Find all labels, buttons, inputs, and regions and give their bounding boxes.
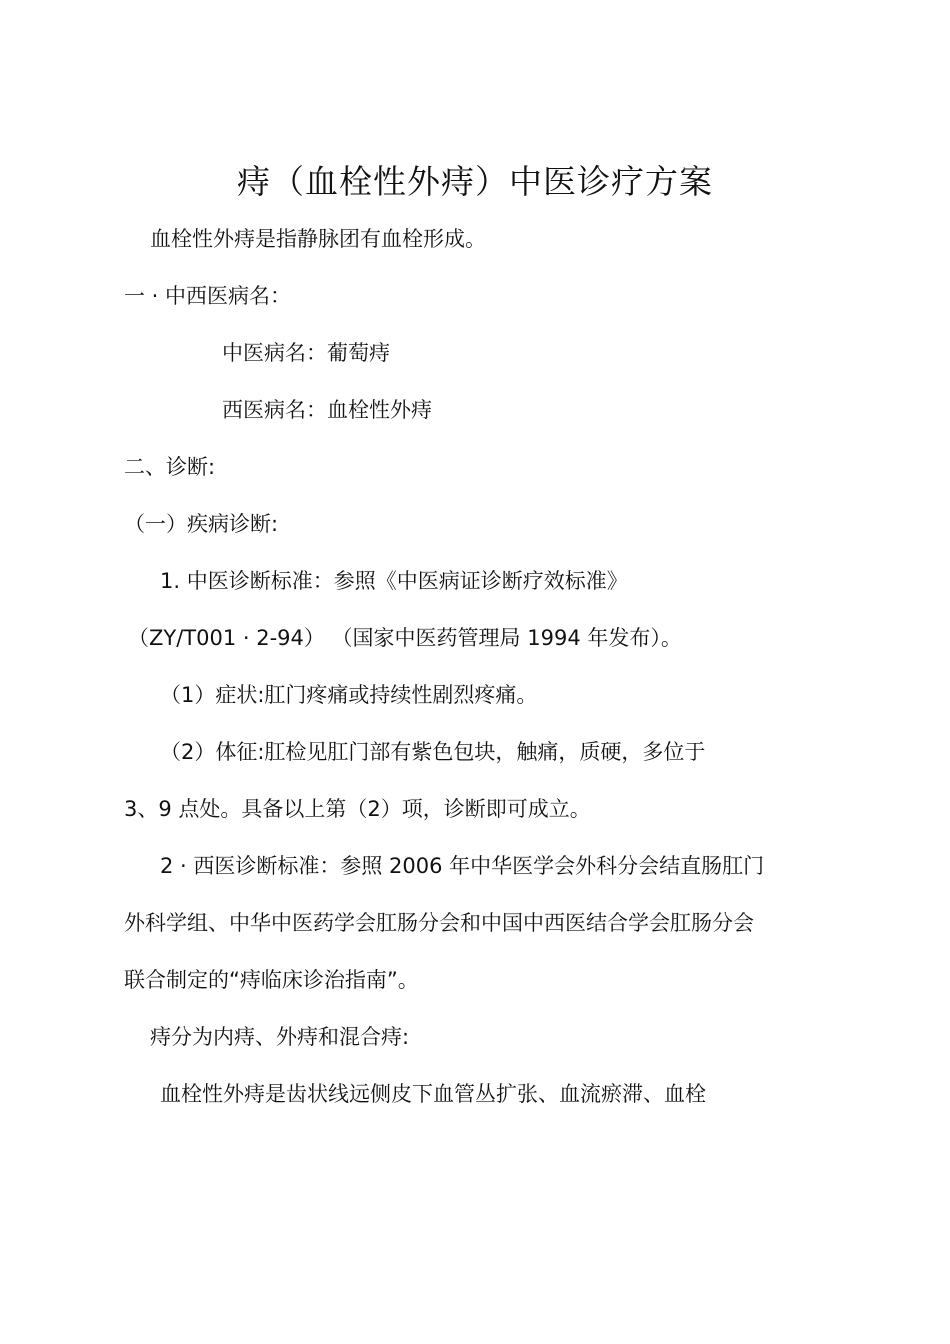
- intro-paragraph: 血栓性外痔是指静脉团有血栓形成。: [150, 227, 486, 251]
- tcm-criteria-line1: 1. 中医诊断标准：参照《中医病证诊断疗效标准》: [160, 569, 628, 593]
- subsection1-heading: （一）疾病诊断:: [124, 512, 279, 536]
- western-criteria-line2: 外科学组、中华中医药学会肛肠分会和中国中西医结合学会肛肠分会: [124, 911, 754, 935]
- classification-paragraph: 痔分为内痔、外痔和混合痔:: [150, 1025, 410, 1049]
- tcm-disease-name: 中医病名：葡萄痔: [222, 341, 390, 365]
- definition-paragraph: 血栓性外痔是齿状线远侧皮下血管丛扩张、血流瘀滞、血栓: [160, 1082, 706, 1106]
- western-criteria-line1: 2 · 西医诊断标准：参照 2006 年中华医学会外科分会结直肠肛门: [160, 854, 765, 878]
- document-title: 痔（血栓性外痔）中医诊疗方案: [237, 162, 713, 201]
- tcm-criteria-line2: （ZY/T001 · 2-94） （国家中医药管理局 1994 年发布）。: [128, 626, 682, 650]
- section1-heading: 一 · 中西医病名：: [124, 284, 292, 308]
- western-criteria-line3: 联合制定的“痔临床诊治指南”。: [124, 968, 419, 992]
- section2-heading: 二、诊断:: [124, 455, 216, 479]
- symptom-paragraph: （1）症状:肛门疼痛或持续性剧烈疼痛。: [160, 683, 538, 707]
- western-disease-name: 西医病名：血栓性外痔: [222, 398, 432, 422]
- sign-line1: （2）体征:肛检见肛门部有紫色包块，触痛，质硬，多位于: [160, 740, 706, 764]
- sign-line2: 3、9 点处。具备以上第（2）项，诊断即可成立。: [124, 797, 591, 821]
